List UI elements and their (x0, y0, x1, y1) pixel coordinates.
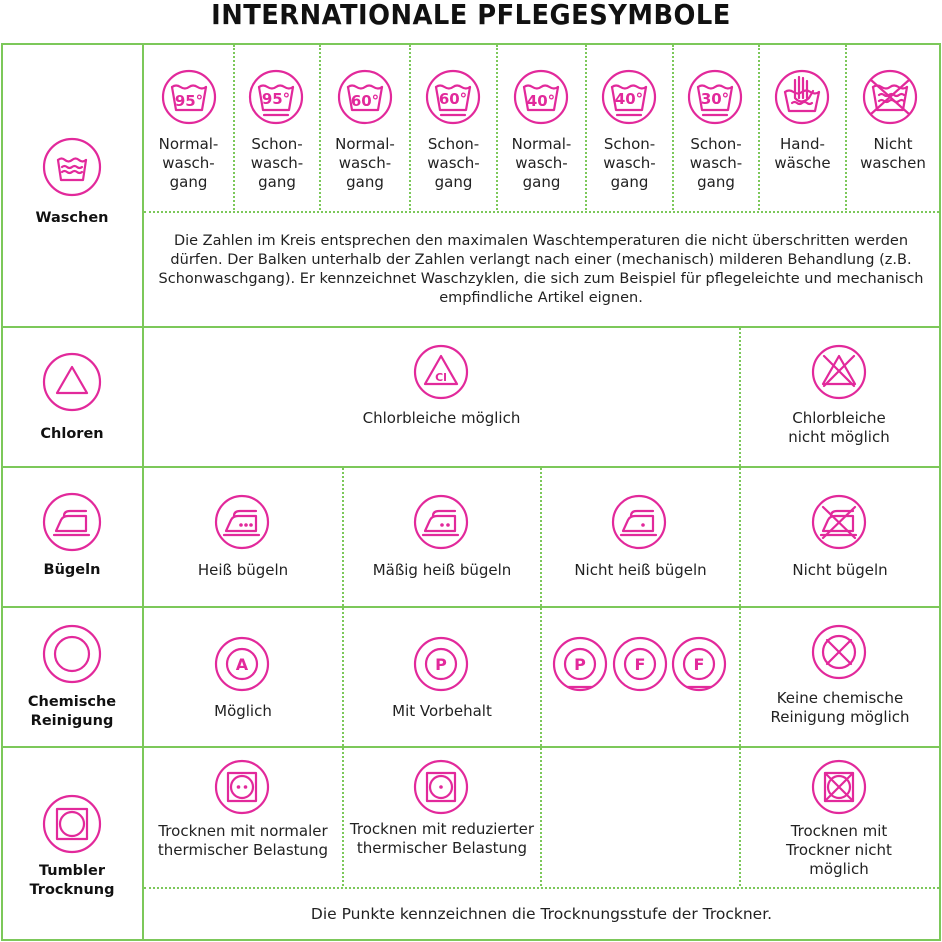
dry-clean-f-gentle-icon (670, 635, 728, 693)
grid-dotted-line (540, 748, 542, 886)
no-wash-icon (861, 68, 919, 126)
wash-temp-text: 40° (526, 92, 556, 110)
no-dry-clean-icon (810, 623, 868, 681)
wash-95-gentle-icon (247, 68, 305, 126)
dry-clean-letter: F (634, 655, 646, 674)
wash-temp-text: 60° (350, 92, 380, 110)
dry-clean-letter: A (235, 655, 249, 674)
dry-clean-label: Möglich (214, 702, 272, 720)
grid-row-separator (1, 326, 941, 328)
grid-dotted-line (845, 45, 847, 210)
wash-95-normal-icon (160, 68, 218, 126)
wash-label: Normal-wasch-gang (335, 135, 395, 191)
tumble-dryer-icon (41, 793, 103, 855)
dry-clean-p-icon (412, 635, 470, 693)
no-tumble-dry-icon (810, 758, 868, 816)
tumble-label: Trocknen mit reduzierter thermischer Belastung (349, 820, 535, 857)
chlorine-symbol-text: Cl (435, 371, 447, 384)
grid-dotted-line (739, 748, 741, 886)
grid-dotted-line (342, 468, 344, 606)
wash-label: Nicht waschen (860, 135, 926, 172)
wash-temp-text: 95° (261, 90, 291, 108)
iron-label: Nicht heiß bügeln (574, 561, 707, 579)
dry-clean-letter: F (693, 655, 705, 674)
grid-dotted-line (739, 468, 741, 606)
tumble-dry-normal-icon (213, 758, 271, 816)
wash-temp-text: 40° (614, 90, 644, 108)
grid-dotted-line (758, 45, 760, 210)
washing-note: Die Zahlen im Kreis entsprechen den maximalen Waschtemperaturen die nicht überschritten werden dürfen. Der Balken unterhalb der Zahlen verlangt nach einer (mechanisch) milderen Behandlung (z.B. Schonwaschgang). Er kennzeichnet Waschzyklen, die sich zum Beispiel für pflegeleichte und mechanisch empfindliche Artikel eignen. (158, 233, 924, 306)
iron-icon (41, 491, 103, 553)
category-label-chlorine: Chloren (40, 426, 104, 442)
grid-row-separator (1, 746, 941, 748)
grid-dotted-line (540, 468, 542, 606)
grid-border-right (939, 43, 941, 941)
circle-icon (41, 623, 103, 685)
grid-row-separator (1, 466, 941, 468)
no-iron-icon (810, 493, 868, 551)
wash-60-gentle-icon (424, 68, 482, 126)
washing-tub-icon (41, 136, 103, 198)
hand-wash-icon (773, 68, 831, 126)
wash-temp-text: 30° (700, 90, 730, 108)
dry-clean-f-icon (611, 635, 669, 693)
chlorine-label: Chlorbleiche möglich (362, 409, 521, 427)
tumble-label: Trocknen mit normaler thermischer Belastung (157, 822, 329, 859)
wash-label: Schon-wasch-gang (603, 135, 656, 191)
wash-label: Schon-wasch-gang (250, 135, 304, 191)
wash-30-gentle-icon (686, 68, 744, 126)
tumble-label: Trocknen mit Trockner nicht möglich (786, 822, 892, 878)
wash-temp-text: 60° (438, 90, 468, 108)
iron-hot-icon (213, 493, 271, 551)
dry-clean-label: Keine chemische Reinigung möglich (770, 689, 910, 726)
wash-label: Normal-wasch-gang (158, 135, 219, 191)
iron-label: Heiß bügeln (197, 561, 289, 579)
category-label-washing: Waschen (35, 210, 109, 226)
wash-60-normal-icon (336, 68, 394, 126)
dry-clean-p-gentle-icon (551, 635, 609, 693)
category-label-tumble-drying: Tumbler Trocknung (29, 863, 115, 898)
dry-clean-label: Mit Vorbehalt (392, 702, 492, 720)
grid-dotted-line (540, 608, 542, 746)
iron-label: Nicht bügeln (792, 561, 888, 579)
page-title: INTERNATIONALE PFLEGESYMBOLE (211, 0, 731, 31)
wash-40-gentle-icon (600, 68, 658, 126)
dry-clean-a-icon (213, 635, 271, 693)
grid-dotted-line (144, 211, 939, 213)
grid-dotted-line (739, 328, 741, 466)
grid-dotted-line (144, 887, 939, 889)
dry-clean-letter: P (435, 655, 447, 674)
tumble-dry-low-icon (412, 758, 470, 816)
tumble-note: Die Punkte kennzeichnen die Trocknungsstufe der Trockner. (310, 905, 773, 923)
wash-label: Schon-wasch-gang (427, 135, 480, 191)
wash-label: Schon-wasch-gang (689, 135, 743, 191)
chlorine-allowed-icon (412, 343, 470, 401)
iron-label: Mäßig heiß bügeln (372, 561, 512, 579)
grid-dotted-line (342, 748, 344, 886)
iron-medium-icon (412, 493, 470, 551)
grid-row-separator (1, 606, 941, 608)
chlorine-label: Chlorbleiche nicht möglich (788, 409, 890, 446)
grid-border-left (1, 43, 3, 941)
iron-low-icon (610, 493, 668, 551)
category-label-ironing: Bügeln (43, 562, 101, 578)
wash-label: Normal-wasch-gang (511, 135, 572, 191)
wash-temp-text: 95° (174, 92, 204, 110)
category-label-dry-cleaning: Chemische Reinigung (27, 694, 117, 729)
dry-clean-letter: P (574, 655, 586, 674)
wash-label: Hand-wäsche (774, 135, 831, 172)
no-chlorine-icon (810, 343, 868, 401)
triangle-icon (41, 351, 103, 413)
wash-40-normal-icon (512, 68, 570, 126)
grid-dotted-line (342, 608, 344, 746)
